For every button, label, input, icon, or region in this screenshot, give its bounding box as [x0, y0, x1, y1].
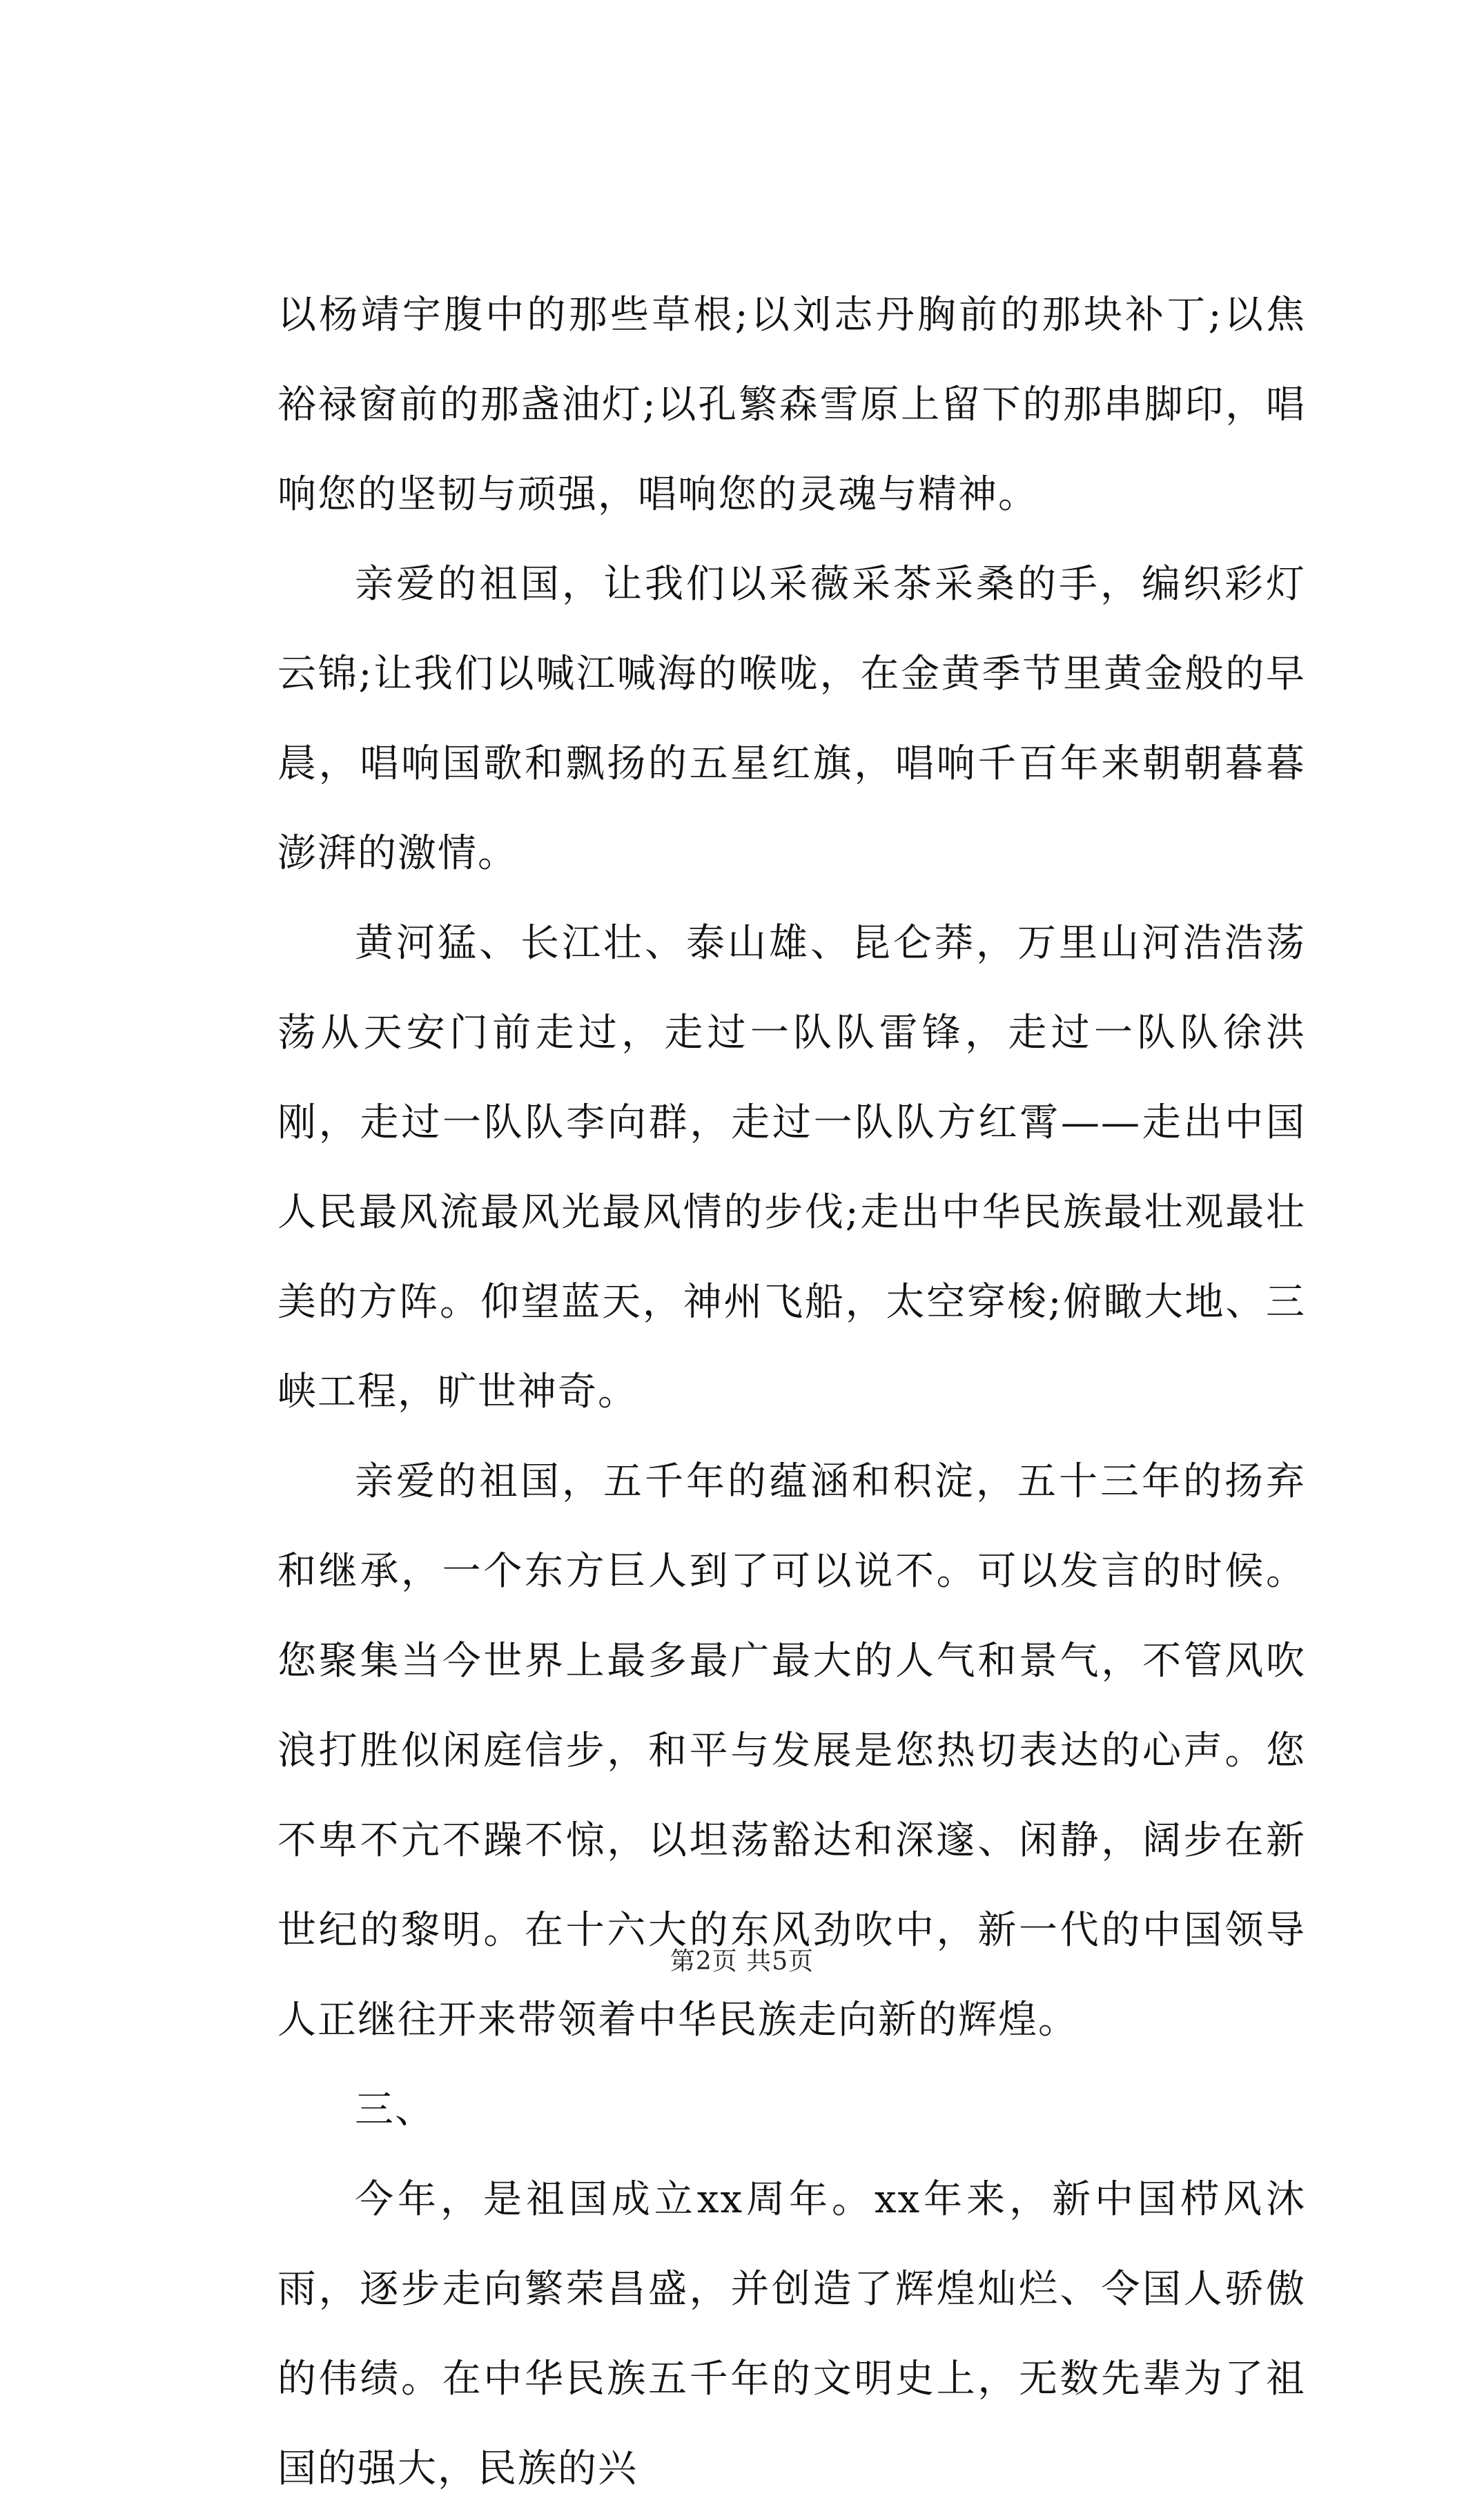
paragraph-1: 以杨靖宇腹中的那些草根;以刘志丹胸前的那块补丁;以焦裕禄窗前的那盏油灯;以孔繁森雪原上留下的那串脚印，唱响您的坚韧与顽强，唱响您的灵魂与精神。 [277, 293, 1306, 517]
paragraph-2: 亲爱的祖国，让我们以采薇采茶采桑的手，编织彩灯云锦;让我们以喊江喊海的喉咙，在金黄季节里黄金般的早晨，唱响国歌和飘扬的五星红旗，唱响千百年来朝朝暮暮澎湃的激情。 [277, 562, 1306, 876]
page-footer: 第2页 共5页 [670, 1947, 814, 1976]
paragraph-6: 今年，是祖国成立xx周年。xx年来，新中国栉风沐雨，逐步走向繁荣昌盛，并创造了辉煌灿烂、令国人骄傲的伟绩。在中华民族五千年的文明史上，无数先辈为了祖国的强大，民族的兴 [277, 2177, 1306, 2491]
document-body [277, 271, 1306, 2514]
paragraph-3: 黄河猛、长江壮、泰山雄、昆仑莽，万里山河浩浩荡荡从天安门前走过，走过一队队雷锋，走过一队队徐洪刚，走过一队队李向群，走过一队队方红霄——走出中国人民最风流最风光最风情的步伐;走出中华民族最壮观最壮美的方阵。仰望蓝天，神州飞船，太空穿梭;俯瞰大地、三峡工程，旷世神奇。 [277, 921, 1306, 1414]
paragraph-4: 亲爱的祖国，五千年的蕴涵和积淀，五十三年的扬弃和继承，一个东方巨人到了可以说不。可以发言的时候。您聚集当今世界上最多最广最大的人气和景气，不管风吹浪打胜似闲庭信步，和平与发展是您热切表达的心声。您不卑不亢不躁不惊，以坦荡豁达和深邃、闲静，阔步在新世纪的黎明。在十六大的东风劲吹中，新一代的中国领导人正继往开来带领着中华民族走向新的辉煌。 [277, 1459, 1306, 2043]
section-heading-three: 三、 [355, 2087, 435, 2132]
